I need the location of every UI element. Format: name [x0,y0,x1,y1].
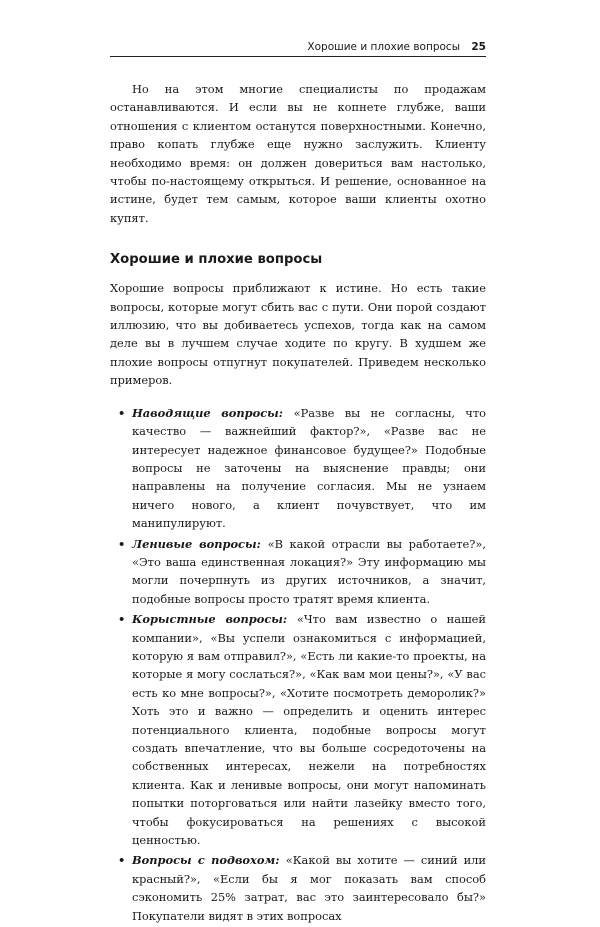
section-paragraph: Хорошие вопросы приближают к истине. Но есть такие вопросы, которые могут сбить вас с пути. Они порой создают иллюзию, что вы добиваетесь успехов, тогда как на самом деле вы в лучшем случае ходите по кругу. В худшем же плохие вопросы отпугнут покупателей. Приведем несколько примеров. [110,281,486,388]
running-header [110,40,486,57]
intro-paragraph: Но на этом многие специалисты по продажам останавливаются. И если вы не копнете глубже, ваши отношения с клиентом останутся поверхностными. Конечно, право копать глубже еще нужно заслужить. Клиенту необходимо время: он должен довериться вам настолько, чтобы по-настоящему открыться. И решение, основанное на истине, будет тем самым, которое ваши клиенты охотно купят. [110,82,486,225]
list-item [118,851,486,925]
running-title: Хорошие и плохие вопросы [307,41,460,53]
page-number: 25 [471,41,486,53]
list-item-text: «В какой отрасли вы работаете?», «Это ваша единственная локация?» Эту информацию мы могли почерпнуть из других источников, а значит, подобные вопросы просто тратят время клиента. [132,536,486,606]
list-item-term: Корыстные вопросы: [132,612,297,627]
list-item [118,610,486,849]
page-content [110,80,486,927]
list-item-text: «Что вам известно о нашей компании», «Вы успели ознакомиться с информацией, которую я вам отправил?», «Есть ли какие-то проекты, на которые я могу сослаться?», «Как вам мои цены?», «У вас есть ко мне вопросы?», «Хотите посмотреть деморолик?» Хоть это и важно — определить и оценить интерес потенциального клиента, подобные вопросы могут создать впечатление, что вы больше сосредоточены на собственных интересах, нежели на потребностях клиента. Как и ленивые вопросы, они могут напоминать попытки поторговаться или найти лазейку вместо того, чтобы фокусироваться на решениях с высокой ценностью. [132,612,486,848]
section-heading: Хорошие и плохие вопросы [110,252,323,268]
bullet-icon: • [118,853,126,868]
bullet-icon: • [118,405,126,420]
list-item [118,404,486,533]
list-item-text: «Какой вы хотите — синий или красный?», «Если бы я мог показать вам способ сэкономить 25% затрат, вас это заинтересовало бы?» Покупатели видят в этих вопросах [132,853,486,923]
question-types-list [110,404,486,925]
list-item-text: «Разве вы не согласны, что качество — важнейший фактор?», «Разве вас не интересует надежное финансовое будущее?» Подобные вопросы не заточены на выяснение правды; они направлены на получение согласия. Мы не узнаем ничего нового, а клиент почувствует, что им манипулируют. [132,405,486,531]
list-item-term: Вопросы с подвохом: [132,853,286,868]
bullet-icon: • [118,612,126,627]
list-item-term: Ленивые вопросы: [132,536,268,551]
list-item-term: Наводящие вопросы: [132,405,294,420]
list-item [118,535,486,609]
bullet-icon: • [118,536,126,551]
